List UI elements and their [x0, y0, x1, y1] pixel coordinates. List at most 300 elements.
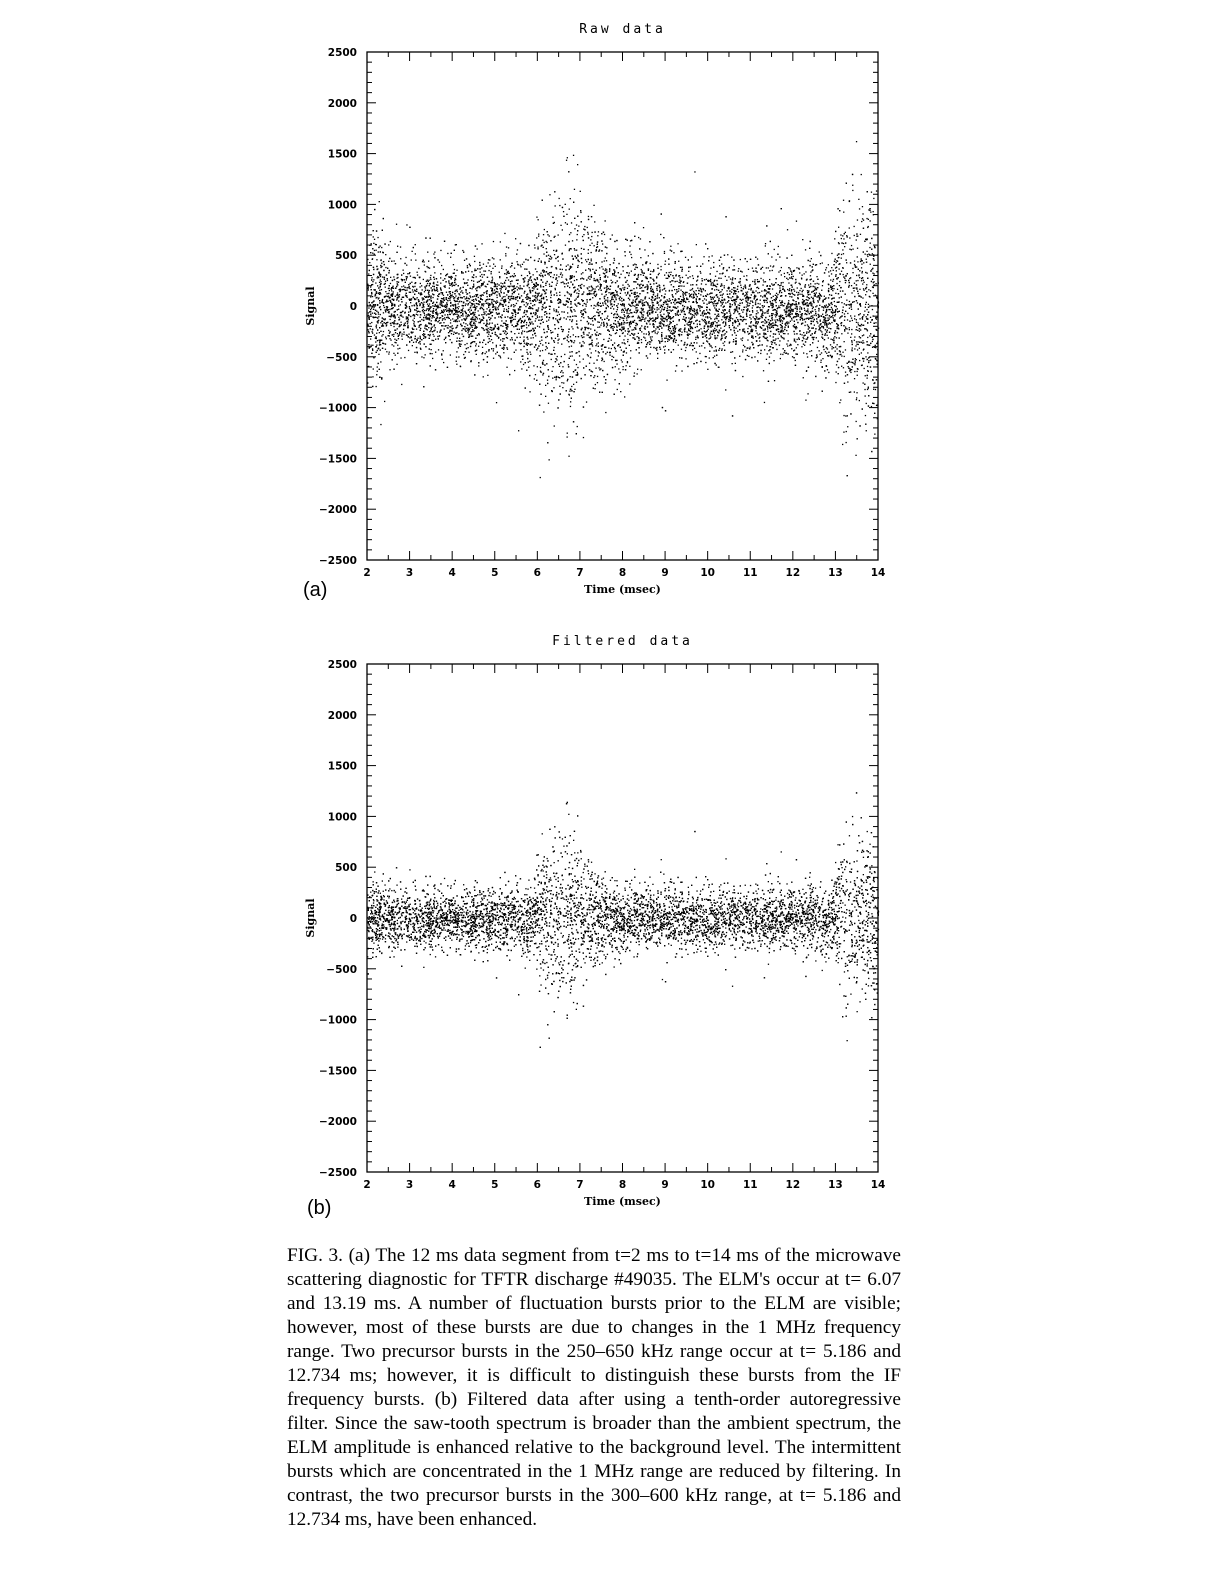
data-point: [604, 298, 605, 299]
data-point: [845, 375, 846, 376]
data-point: [583, 336, 584, 337]
data-point: [478, 310, 479, 311]
data-point: [588, 249, 589, 250]
data-point: [866, 251, 867, 252]
data-point: [657, 358, 658, 359]
data-point: [755, 336, 756, 337]
raw-data-chart: [290, 18, 910, 608]
data-point: [631, 271, 632, 272]
data-point: [411, 298, 412, 299]
data-point: [615, 324, 616, 325]
data-point: [475, 345, 476, 346]
data-point: [520, 265, 521, 266]
data-point: [559, 314, 560, 315]
data-point: [660, 269, 661, 270]
data-point: [664, 253, 665, 254]
data-point: [564, 338, 565, 339]
data-point: [741, 309, 742, 310]
data-point: [826, 267, 827, 268]
data-point: [604, 260, 605, 261]
data-point: [703, 333, 704, 334]
data-point: [692, 275, 693, 276]
data-point: [443, 362, 444, 363]
data-point: [515, 314, 516, 315]
data-point: [589, 279, 590, 280]
data-point: [542, 282, 543, 283]
data-point: [467, 279, 468, 280]
data-point: [633, 329, 634, 330]
data-point: [516, 286, 517, 287]
data-point: [567, 380, 568, 381]
data-point: [556, 379, 557, 380]
data-point: [499, 294, 500, 295]
data-point: [573, 384, 574, 385]
data-point: [590, 290, 591, 291]
data-point: [506, 246, 507, 247]
data-point: [588, 253, 589, 254]
data-point: [444, 328, 445, 329]
data-point: [661, 310, 662, 311]
data-point: [844, 313, 845, 314]
data-point: [864, 389, 865, 390]
data-point: [763, 281, 764, 282]
data-point: [679, 279, 680, 280]
data-point: [659, 273, 660, 274]
data-point: [606, 287, 607, 288]
data-point: [424, 315, 425, 316]
data-point: [449, 300, 450, 301]
data-point: [509, 273, 510, 274]
data-point: [510, 283, 511, 284]
data-point: [582, 337, 583, 338]
data-point: [378, 316, 379, 317]
data-point: [555, 318, 556, 319]
data-point: [734, 287, 735, 288]
data-point: [590, 239, 591, 240]
data-point: [549, 258, 550, 259]
data-point: [390, 325, 391, 326]
data-point: [617, 307, 618, 308]
data-point: [754, 356, 755, 357]
data-point: [807, 338, 808, 339]
data-point: [867, 337, 868, 338]
data-point: [567, 433, 568, 434]
data-point: [830, 279, 831, 280]
data-point: [867, 273, 868, 274]
data-point: [497, 324, 498, 325]
data-point: [371, 322, 372, 323]
data-point: [851, 292, 852, 293]
data-point: [443, 350, 444, 351]
data-point: [601, 322, 602, 323]
data-point: [860, 329, 861, 330]
data-point: [836, 270, 837, 271]
data-point: [500, 259, 501, 260]
data-point: [461, 301, 462, 302]
data-point: [773, 325, 774, 326]
data-point: [370, 323, 371, 324]
data-point: [380, 276, 381, 277]
data-point: [496, 346, 497, 347]
data-point: [700, 273, 701, 274]
data-point: [855, 345, 856, 346]
data-point: [389, 338, 390, 339]
data-point: [507, 349, 508, 350]
data-point: [854, 378, 855, 379]
data-point: [486, 314, 487, 315]
data-point: [610, 324, 611, 325]
data-point: [852, 249, 853, 250]
data-point: [554, 310, 555, 311]
data-point: [743, 328, 744, 329]
data-point: [632, 329, 633, 330]
data-point: [865, 395, 866, 396]
data-point: [779, 292, 780, 293]
data-point: [434, 306, 435, 307]
data-point: [397, 314, 398, 315]
data-point: [817, 296, 818, 297]
data-point: [484, 281, 485, 282]
data-point: [466, 300, 467, 301]
data-point: [417, 272, 418, 273]
data-point: [504, 333, 505, 334]
data-point: [413, 277, 414, 278]
data-point: [622, 285, 623, 286]
data-point: [600, 333, 601, 334]
data-point: [713, 357, 714, 358]
data-point: [700, 328, 701, 329]
data-point: [558, 328, 559, 329]
data-point: [571, 346, 572, 347]
data-point: [459, 288, 460, 289]
data-point: [731, 283, 732, 284]
data-point: [478, 365, 479, 366]
data-point: [524, 310, 525, 311]
data-point: [573, 155, 574, 156]
data-point: [749, 315, 750, 316]
data-point: [652, 309, 653, 310]
data-point: [709, 357, 710, 358]
data-point: [627, 339, 628, 340]
data-point: [405, 325, 406, 326]
data-point: [513, 319, 514, 320]
data-point: [834, 336, 835, 337]
data-point: [497, 302, 498, 303]
data-point: [706, 304, 707, 305]
data-point: [846, 442, 847, 443]
data-point: [390, 340, 391, 341]
data-point: [487, 336, 488, 337]
data-point: [778, 271, 779, 272]
data-point: [763, 370, 764, 371]
data-point: [812, 315, 813, 316]
data-point: [842, 312, 843, 313]
data-point: [697, 335, 698, 336]
data-point: [627, 341, 628, 342]
data-point: [511, 331, 512, 332]
data-point: [594, 221, 595, 222]
data-point: [713, 284, 714, 285]
data-point: [471, 280, 472, 281]
data-point: [799, 294, 800, 295]
data-point: [873, 282, 874, 283]
data-point: [486, 326, 487, 327]
data-point: [400, 322, 401, 323]
data-point: [493, 258, 494, 259]
data-point: [699, 308, 700, 309]
data-point: [849, 392, 850, 393]
data-point: [798, 292, 799, 293]
data-point: [668, 328, 669, 329]
data-point: [410, 276, 411, 277]
data-point: [424, 310, 425, 311]
data-point: [842, 249, 843, 250]
data-point: [699, 324, 700, 325]
data-point: [691, 289, 692, 290]
data-point: [683, 286, 684, 287]
data-point: [423, 304, 424, 305]
data-point: [859, 360, 860, 361]
data-point: [815, 361, 816, 362]
data-point: [867, 378, 868, 379]
data-point: [867, 366, 868, 367]
data-point: [434, 317, 435, 318]
data-point: [452, 318, 453, 319]
data-point: [703, 320, 704, 321]
data-point: [680, 310, 681, 311]
data-point: [493, 350, 494, 351]
data-point: [818, 314, 819, 315]
data-point: [635, 325, 636, 326]
data-point: [607, 297, 608, 298]
data-point: [723, 310, 724, 311]
data-point: [373, 243, 374, 244]
data-point: [679, 335, 680, 336]
data-point: [565, 245, 566, 246]
data-point: [467, 293, 468, 294]
data-point: [513, 304, 514, 305]
data-point: [780, 305, 781, 306]
data-point: [774, 249, 775, 250]
data-point: [649, 306, 650, 307]
data-point: [574, 315, 575, 316]
data-point: [665, 319, 666, 320]
data-point: [867, 254, 868, 255]
data-point: [588, 216, 589, 217]
data-point: [398, 317, 399, 318]
data-point: [542, 276, 543, 277]
data-point: [612, 281, 613, 282]
data-point: [867, 389, 868, 390]
data-point: [374, 239, 375, 240]
data-point: [791, 319, 792, 320]
data-point: [557, 336, 558, 337]
data-point: [861, 280, 862, 281]
data-point: [843, 212, 844, 213]
data-point: [765, 312, 766, 313]
data-point: [817, 283, 818, 284]
data-point: [663, 346, 664, 347]
data-point: [482, 316, 483, 317]
data-point: [856, 326, 857, 327]
data-point: [865, 304, 866, 305]
data-point: [492, 342, 493, 343]
data-point: [817, 322, 818, 323]
data-point: [421, 285, 422, 286]
data-point: [716, 289, 717, 290]
data-point: [414, 309, 415, 310]
data-point: [368, 331, 369, 332]
data-point: [716, 337, 717, 338]
data-point: [473, 284, 474, 285]
data-point: [438, 349, 439, 350]
data-point: [499, 293, 500, 294]
data-point: [846, 328, 847, 329]
data-point: [874, 273, 875, 274]
data-point: [626, 295, 627, 296]
data-point: [791, 278, 792, 279]
data-point: [575, 304, 576, 305]
data-point: [553, 387, 554, 388]
data-point: [402, 333, 403, 334]
data-point: [715, 276, 716, 277]
data-point: [620, 304, 621, 305]
data-point: [396, 294, 397, 295]
data-point: [601, 266, 602, 267]
data-point: [646, 278, 647, 279]
data-point: [622, 342, 623, 343]
data-point: [543, 411, 544, 412]
data-point: [524, 304, 525, 305]
data-point: [496, 300, 497, 301]
data-point: [735, 363, 736, 364]
data-point: [524, 331, 525, 332]
data-point: [396, 281, 397, 282]
data-point: [540, 350, 541, 351]
data-point: [623, 339, 624, 340]
data-point: [759, 292, 760, 293]
data-point: [765, 281, 766, 282]
data-point: [777, 294, 778, 295]
data-point: [440, 283, 441, 284]
data-point: [765, 333, 766, 334]
data-point: [752, 302, 753, 303]
data-point: [828, 328, 829, 329]
data-point: [720, 328, 721, 329]
data-point: [714, 281, 715, 282]
data-point: [505, 255, 506, 256]
data-point: [768, 267, 769, 268]
data-point: [595, 305, 596, 306]
data-point: [625, 309, 626, 310]
data-point: [505, 280, 506, 281]
data-point: [569, 319, 570, 320]
data-point: [668, 329, 669, 330]
data-point: [789, 277, 790, 278]
data-point: [851, 333, 852, 334]
data-point: [701, 345, 702, 346]
data-point: [643, 227, 644, 228]
data-point: [502, 326, 503, 327]
data-point: [396, 299, 397, 300]
data-point: [594, 388, 595, 389]
data-point: [760, 353, 761, 354]
data-point: [805, 313, 806, 314]
data-point: [450, 322, 451, 323]
data-point: [763, 272, 764, 273]
data-point: [454, 269, 455, 270]
data-point: [747, 306, 748, 307]
data-point: [853, 290, 854, 291]
data-point: [732, 323, 733, 324]
data-point: [664, 338, 665, 339]
data-point: [539, 326, 540, 327]
data-point: [592, 320, 593, 321]
data-point: [764, 302, 765, 303]
data-point: [673, 349, 674, 350]
data-point: [647, 284, 648, 285]
data-point: [548, 319, 549, 320]
data-point: [661, 341, 662, 342]
data-point: [459, 317, 460, 318]
data-point: [569, 234, 570, 235]
data-point: [855, 455, 856, 456]
data-point: [680, 282, 681, 283]
data-point: [476, 300, 477, 301]
data-point: [554, 342, 555, 343]
data-point: [468, 352, 469, 353]
data-point: [866, 328, 867, 329]
data-point: [859, 289, 860, 290]
data-point: [490, 327, 491, 328]
data-point: [626, 322, 627, 323]
data-point: [683, 292, 684, 293]
data-point: [634, 372, 635, 373]
data-point: [508, 290, 509, 291]
data-point: [373, 279, 374, 280]
data-point: [558, 303, 559, 304]
data-point: [560, 372, 561, 373]
data-point: [732, 334, 733, 335]
data-point: [572, 240, 573, 241]
data-point: [816, 276, 817, 277]
data-point: [616, 330, 617, 331]
data-point: [544, 314, 545, 315]
data-point: [407, 325, 408, 326]
data-point: [589, 348, 590, 349]
data-point: [650, 353, 651, 354]
data-point: [569, 209, 570, 210]
data-point: [799, 308, 800, 309]
data-point: [796, 347, 797, 348]
data-point: [670, 250, 671, 251]
data-point: [489, 341, 490, 342]
data-point: [423, 279, 424, 280]
data-point: [780, 354, 781, 355]
data-point: [807, 308, 808, 309]
data-point: [789, 288, 790, 289]
data-point: [752, 305, 753, 306]
data-point: [794, 291, 795, 292]
data-point: [851, 318, 852, 319]
data-point: [616, 325, 617, 326]
data-point: [589, 262, 590, 263]
data-point: [822, 285, 823, 286]
data-point: [596, 294, 597, 295]
data-point: [453, 264, 454, 265]
data-point: [452, 325, 453, 326]
data-point: [791, 276, 792, 277]
